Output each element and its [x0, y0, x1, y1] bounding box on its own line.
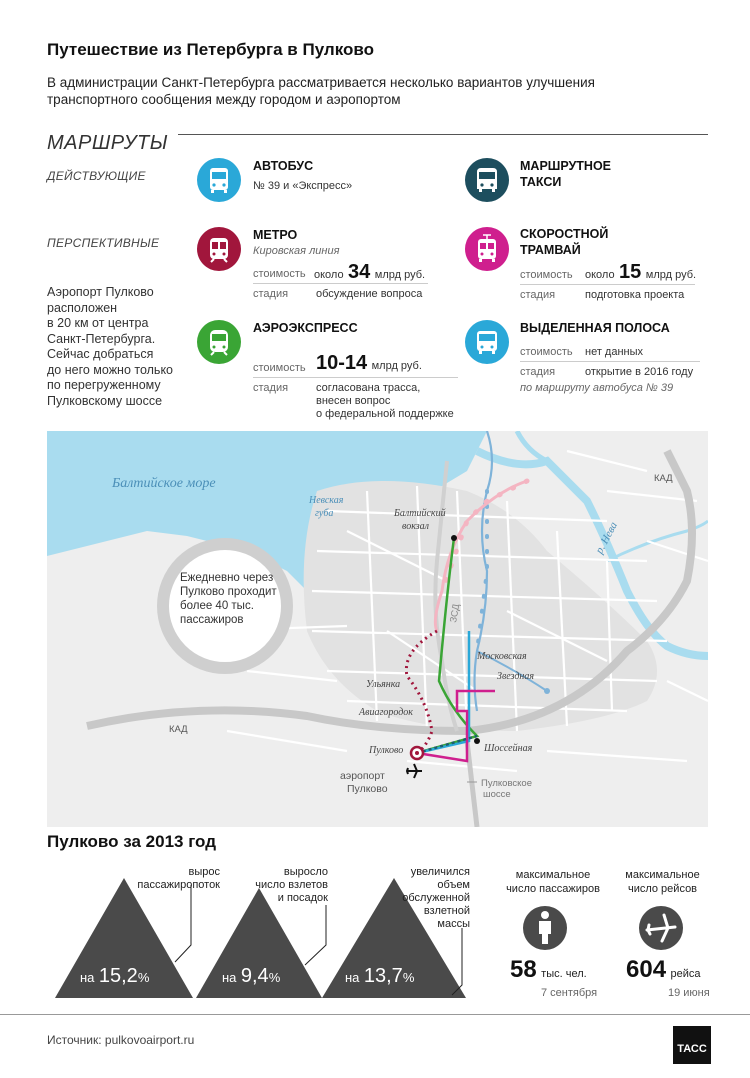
max-flights-value: 604 рейса	[626, 956, 701, 983]
max-pax-label: максимальное число пассажиров	[506, 869, 600, 895]
routes-divider	[178, 134, 708, 135]
tram-stage-label: стадия	[520, 289, 556, 301]
aeroexpress-cost-label: стоимость	[253, 362, 306, 374]
label-station-2: вокзал	[402, 521, 430, 532]
flights-label: выросло число взлетов и посадок	[255, 866, 328, 904]
aeroexpress-divider	[253, 377, 458, 378]
label-bay-2: губа	[315, 508, 334, 519]
lane-stage-label: стадия	[520, 366, 556, 378]
tram-name: СКОРОСТНОЙ ТРАМВАЙ	[520, 227, 609, 257]
metro-name: МЕТРО	[253, 228, 298, 242]
page-title: Путешествие из Петербурга в Пулково	[47, 40, 375, 59]
metro-cost: около 34 млрд руб.	[314, 261, 426, 283]
source-text: Источник: pulkovoairport.ru	[47, 1033, 195, 1047]
dedicated-lane-icon	[465, 320, 509, 364]
callout-line-1: Ежедневно через	[180, 572, 274, 584]
current-label: ДЕЙСТВУЮЩИЕ	[47, 169, 146, 183]
callout-line-3: более 40 тыс.	[180, 600, 254, 612]
neva-branch	[517, 431, 547, 461]
label-aviagorodok: Авиагородок	[359, 707, 413, 718]
tram-cost-label: стоимость	[520, 269, 573, 281]
aeroexpress-stage: согласована трасса, внесен вопрос о федеральной поддержке	[316, 382, 454, 420]
city-area	[304, 481, 657, 731]
max-pax-value: 58 тыс. чел.	[510, 956, 587, 983]
label-neva: р. Нева	[593, 520, 621, 556]
tram-icon	[465, 227, 509, 271]
bus-detail: № 39 и «Экспресс»	[253, 180, 353, 192]
map-canvas	[47, 431, 708, 827]
metro-icon	[197, 227, 241, 271]
label-bay-1: Невская	[309, 495, 344, 506]
label-shosseynaya: Шоссейная	[484, 743, 533, 754]
max-flights-label: максимальное число рейсов	[625, 869, 700, 895]
metro-stage: обсуждение вопроса	[316, 288, 423, 300]
cargo-label: увеличился объем обслуженной взлетной массы	[402, 866, 470, 930]
callout-line-4: пассажиров	[180, 614, 244, 626]
lane-stage: открытие в 2016 году	[585, 366, 694, 378]
aeroexpress-name: АЭРОЭКСПРЕСС	[253, 321, 358, 335]
footer-divider	[0, 1014, 750, 1015]
lane-note: по маршруту автобуса № 39	[520, 382, 674, 394]
intro-text: Аэропорт Пулково расположен в 20 км от центра Санкт-Петербурга. Сейчас добраться до него можно только по перегруженному Пулковскому шоссе	[47, 285, 174, 408]
bus-icon	[197, 158, 241, 202]
route-map	[47, 431, 708, 827]
metro-cost-label: стоимость	[253, 268, 306, 280]
label-highway-2: шоссе	[483, 789, 511, 800]
label-pulkovo: Пулково	[369, 745, 404, 756]
label-airport-1: аэропорт	[340, 770, 385, 782]
lane-cost: нет данных	[585, 346, 644, 358]
label-sea: Балтийское море	[112, 476, 216, 491]
flights-value: на 9,4%	[222, 965, 281, 987]
tram-stage: подготовка проекта	[585, 289, 685, 301]
callout-line-2: Пулково проходит	[180, 586, 277, 598]
aeroexpress-cost: 10-14 млрд руб.	[316, 352, 422, 374]
tass-logo: ТАСС	[673, 1026, 711, 1064]
label-zvezdnaya: Звездная	[497, 671, 535, 682]
page-subtitle: В администрации Санкт-Петербурга рассматривается несколько вариантов улучшения транспортного сообщения между городом и аэропортом	[47, 75, 595, 107]
lane-cost-label: стоимость	[520, 346, 573, 358]
routes-heading: МАРШРУТЫ	[47, 132, 168, 154]
max-flights-date: 19 июня	[668, 987, 710, 999]
label-zsd: ЗСД	[448, 603, 463, 624]
tram-divider	[520, 284, 695, 285]
label-highway-1: Пулковское	[481, 778, 532, 789]
metro-stage-label: стадия	[253, 288, 289, 300]
aeroexpress-stage-label: стадия	[253, 382, 289, 394]
aeroexpress-icon	[197, 320, 241, 364]
pointer-passengers	[175, 885, 191, 962]
label-airport-2: Пулково	[347, 783, 388, 795]
plane-icon	[407, 764, 422, 778]
stats-heading: Пулково за 2013 год	[47, 832, 217, 851]
cargo-value: на 13,7%	[345, 965, 415, 987]
label-kad-right: КАД	[654, 473, 673, 484]
tram-cost: около 15 млрд руб.	[585, 261, 697, 283]
pax-value: на 15,2%	[80, 965, 150, 987]
pax-label: вырос пассажиропоток	[137, 866, 220, 891]
minibus-icon	[465, 158, 509, 202]
pointer-flights	[305, 905, 326, 965]
prospective-label: ПЕРСПЕКТИВНЫЕ	[47, 236, 160, 250]
dedicated-lane-name: ВЫДЕЛЕННАЯ ПОЛОСА	[520, 321, 670, 335]
metro-line: Кировская линия	[253, 245, 340, 257]
label-station-1: Балтийский	[394, 508, 446, 519]
minibus-name: МАРШРУТНОЕ ТАКСИ	[520, 159, 612, 189]
pulkovo-highway	[467, 741, 477, 827]
label-ulyanka: Ульянка	[366, 679, 401, 690]
label-moskovskaya: Московская	[477, 651, 527, 662]
metro-divider	[253, 283, 428, 284]
bus-name: АВТОБУС	[253, 159, 314, 173]
max-pax-date: 7 сентября	[541, 987, 598, 999]
label-kad-left: КАД	[169, 724, 188, 735]
lane-divider	[520, 361, 700, 362]
